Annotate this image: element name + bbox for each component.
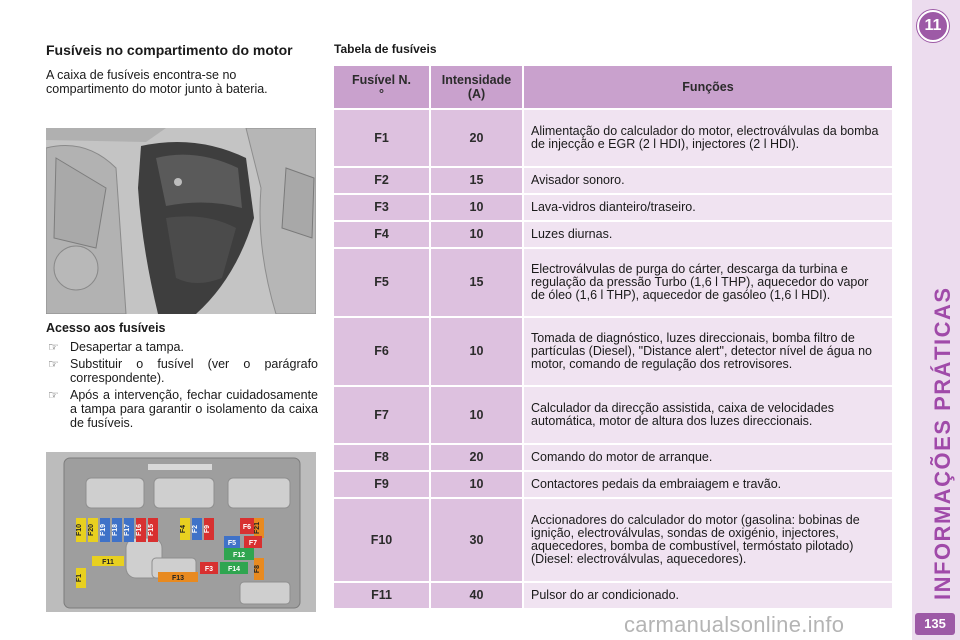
pointing-hand-icon: ☞ (48, 340, 59, 354)
fuse-f1 (76, 568, 86, 588)
fuse-number: F4 (334, 222, 429, 247)
fuse-amperage: 10 (431, 222, 522, 247)
fuse-function: Lava-vidros dianteiro/traseiro. (524, 195, 892, 220)
fuse-number: F1 (334, 110, 429, 166)
fuse-f16 (136, 518, 146, 542)
fuse-f9-label: F9 (204, 524, 211, 534)
fuse-f5-label: F5 (227, 540, 237, 547)
fuse-amperage: 10 (431, 318, 522, 385)
chapter-title-vertical: INFORMAÇÕES PRÁTICAS (930, 286, 955, 600)
fuse-amperage: 15 (431, 249, 522, 316)
table-row (334, 318, 892, 385)
fuse-amperage: 10 (431, 195, 522, 220)
access-step (46, 388, 318, 430)
fuse-number: F5 (334, 249, 429, 316)
fuse-f20-label: F20 (88, 523, 95, 537)
fuse-function: Comando do motor de arranque. (524, 445, 892, 470)
fuse-number: F11 (334, 583, 429, 608)
table-title: Tabela de fusíveis (334, 42, 437, 56)
table-row (334, 168, 892, 193)
fuse-number: F3 (334, 195, 429, 220)
fuse-amperage: 30 (431, 499, 522, 581)
pointing-hand-icon: ☞ (48, 388, 59, 402)
header-amperage (431, 66, 522, 108)
fuse-f17-label: F17 (124, 523, 131, 537)
table-row (334, 110, 892, 166)
fuse-f4-label: F4 (180, 524, 187, 534)
table-row (334, 499, 892, 581)
fuse-number: F6 (334, 318, 429, 385)
table-row (334, 445, 892, 470)
left-column (46, 42, 318, 96)
fuse-number: F2 (334, 168, 429, 193)
fuse-f3 (200, 562, 218, 574)
fuse-f5 (224, 536, 240, 548)
access-step (46, 340, 318, 354)
fuse-f9 (204, 518, 214, 540)
fuse-f11-label: F11 (102, 559, 114, 566)
fuse-function: Calculador da direcção assistida, caixa de velocidades automática, motor de altura dos luzes direccionais. (524, 387, 892, 443)
fuse-f10-label: F10 (76, 523, 83, 537)
fuse-amperage: 20 (431, 110, 522, 166)
fuse-f12 (224, 548, 254, 560)
pointing-hand-icon: ☞ (48, 357, 59, 371)
fuse-amperage: 15 (431, 168, 522, 193)
fuse-f6 (240, 518, 254, 534)
table-row (334, 249, 892, 316)
chapter-number-badge: 11 (917, 10, 949, 42)
fuse-f8-label: F8 (254, 564, 261, 574)
fuse-f6-label: F6 (242, 524, 252, 531)
fuse-f16-label: F16 (136, 523, 143, 537)
fuse-amperage: 10 (431, 472, 522, 497)
intro-text: A caixa de fusíveis encontra-se no compartimento do motor junto à bateria. (46, 68, 268, 96)
fuse-f2-label: F2 (192, 524, 199, 534)
fuse-f15 (148, 518, 158, 542)
table-row (334, 195, 892, 220)
header-functions: Funções (524, 66, 892, 108)
fuse-f21-label: F21 (254, 521, 261, 535)
table-row (334, 222, 892, 247)
fuse-f15-label: F15 (148, 523, 155, 537)
header-amperage-label: Intensidade (A) (441, 73, 512, 101)
fuse-f10 (76, 518, 86, 542)
fuse-number: F9 (334, 472, 429, 497)
fuse-function: Electroválvulas de purga do cárter, descarga da turbina e regulação da pressão Turbo (1,6 l THP), aquecedor do vapor de óleo (1,6 l THP), aquecedor de gasóleo (1,6 l HDI). (524, 249, 892, 316)
fuse-number: F8 (334, 445, 429, 470)
header-fuse-number (334, 66, 429, 108)
fuse-f13-label: F13 (171, 575, 185, 582)
fuse-amperage: 10 (431, 387, 522, 443)
table-row (334, 387, 892, 443)
fuse-f19-label: F19 (100, 523, 107, 537)
access-step-text: Desapertar a tampa. (70, 340, 184, 354)
fuse-function: Accionadores do calculador do motor (gasolina: bobinas de ignição, electroválvulas, sondas de oxigénio, injectores, aquecedores, bomba de combustível, termóstato pilotado) (Diesel: electroválvulas, aquecedores). (524, 499, 892, 581)
page-number: 135 (915, 613, 955, 635)
fuse-amperage: 40 (431, 583, 522, 608)
fuse-f20 (88, 518, 98, 542)
access-step (46, 357, 318, 385)
fuse-number: F7 (334, 387, 429, 443)
fuse-f2 (192, 518, 202, 540)
access-steps (46, 340, 318, 430)
watermark: carmanualsonline.info (624, 612, 845, 637)
table-row (334, 472, 892, 497)
fuse-f4 (180, 518, 190, 540)
fuse-table (332, 64, 894, 610)
access-title: Acesso aos fusíveis (46, 321, 166, 335)
fuse-f18 (112, 518, 122, 542)
access-step-text: Após a intervenção, fechar cuidadosamente a tampa para garantir o isolamento da caixa de fusíveis. (70, 388, 318, 430)
fuse-function: Luzes diurnas. (524, 222, 892, 247)
fuse-f3-label: F3 (204, 566, 214, 573)
access-step-text: Substituir o fusível (ver o parágrafo correspondente). (70, 357, 318, 385)
fuse-f1-label: F1 (76, 573, 83, 583)
fuse-f18-label: F18 (112, 523, 119, 537)
fuse-function: Pulsor do ar condicionado. (524, 583, 892, 608)
table-row (334, 583, 892, 608)
fuse-f13 (158, 572, 198, 582)
fuse-number: F10 (334, 499, 429, 581)
table-header-row (334, 66, 892, 108)
fuse-f11 (92, 556, 124, 566)
fuse-f7 (244, 536, 262, 548)
fuse-f7-label: F7 (248, 540, 258, 547)
fuse-function: Avisador sonoro. (524, 168, 892, 193)
fuse-box-diagram (46, 452, 316, 612)
fuse-function: Alimentação do calculador do motor, electroválvulas da bomba de injecção e EGR (2 l HDI), injectores (2 l HDI). (524, 110, 892, 166)
header-fuse-number-label: Fusível N.° (351, 73, 412, 101)
fuse-f12-label: F12 (232, 552, 246, 559)
fuse-function: Contactores pedais da embraiagem e travão. (524, 472, 892, 497)
fuse-f17 (124, 518, 134, 542)
access-section (46, 321, 318, 433)
section-title: Fusíveis no compartimento do motor (46, 42, 293, 58)
fuse-amperage: 20 (431, 445, 522, 470)
fuse-f19 (100, 518, 110, 542)
fuse-f14 (220, 562, 248, 574)
engine-compartment-photo (46, 128, 316, 314)
fuse-f14-label: F14 (227, 566, 241, 573)
fuse-f8 (254, 558, 264, 580)
fuse-function: Tomada de diagnóstico, luzes direccionais, bomba filtro de partículas (Diesel), "Distance alert", detector nível de água no motor, comando de regulação dos retrovisores. (524, 318, 892, 385)
fuse-f21 (254, 518, 264, 538)
